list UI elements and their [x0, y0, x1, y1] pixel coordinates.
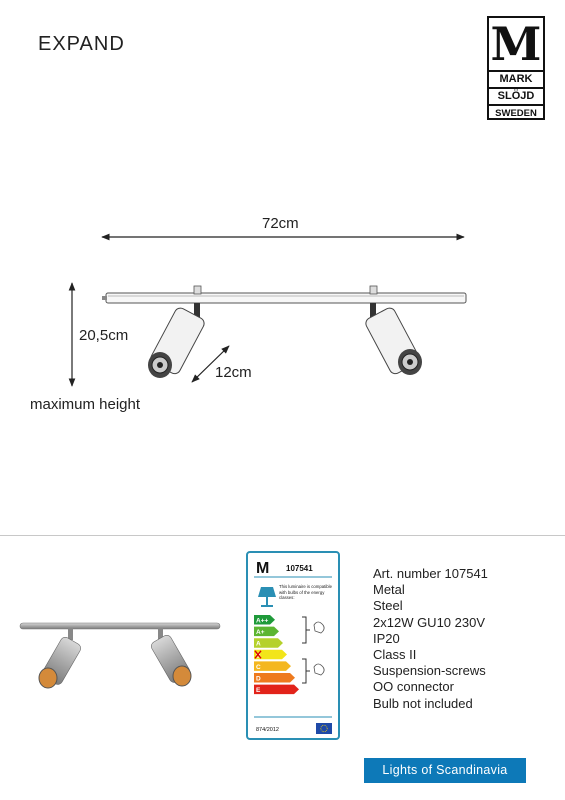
height-label: 20,5cm — [79, 327, 129, 344]
footer-tagline: Lights of Scandinavia — [364, 758, 526, 783]
lamp-rail — [102, 286, 466, 303]
left-spotlight — [148, 303, 206, 378]
compatibility-brackets — [302, 617, 310, 683]
energy-class-label: D — [256, 675, 261, 683]
product-photo — [10, 600, 230, 700]
logo-word-2: SLÖJD — [489, 87, 543, 104]
spec-item: Suspension-screws — [373, 663, 486, 679]
energy-class-bars — [254, 615, 299, 694]
energy-class-bar — [254, 685, 299, 695]
product-title: EXPAND — [38, 33, 125, 55]
energy-label-notice: This luminaire is compatible with bulbs of the energy classes: — [279, 584, 333, 600]
spec-item: Art. number 107541 — [373, 566, 488, 581]
spec-item: Class II — [373, 647, 417, 663]
logo-word-3: SWEDEN — [489, 104, 543, 121]
height-note: maximum height — [30, 396, 141, 413]
spec-item: Steel — [373, 598, 403, 614]
bulb-icon — [314, 622, 324, 675]
energy-label — [246, 551, 340, 740]
spec-item: Bulb not included — [373, 695, 473, 711]
energy-class-label: E — [256, 687, 261, 695]
energy-class-label: C — [256, 663, 261, 671]
spec-item: Metal — [373, 582, 405, 598]
spec-list — [373, 566, 488, 712]
energy-class-label: A+ — [256, 629, 265, 637]
lamp-icon — [258, 587, 276, 607]
energy-class-label: A — [256, 640, 261, 648]
energy-class-label: A++ — [256, 617, 269, 625]
spec-item: IP20 — [373, 630, 400, 646]
spec-item: 2x12W GU10 230V — [373, 614, 486, 630]
eu-flag-icon — [316, 723, 332, 734]
spec-item: OO connector — [373, 679, 454, 695]
energy-label-article: 107541 — [286, 564, 313, 573]
logo-word-1: MARK — [489, 70, 543, 87]
section-divider — [0, 535, 565, 536]
energy-label-regulation: 874/2012 — [256, 727, 279, 733]
energy-label-logo: M — [256, 560, 270, 577]
right-spotlight — [364, 303, 422, 376]
logo-letter: M — [490, 17, 542, 71]
width-label: 72cm — [262, 215, 299, 232]
depth-label: 12cm — [215, 364, 252, 381]
